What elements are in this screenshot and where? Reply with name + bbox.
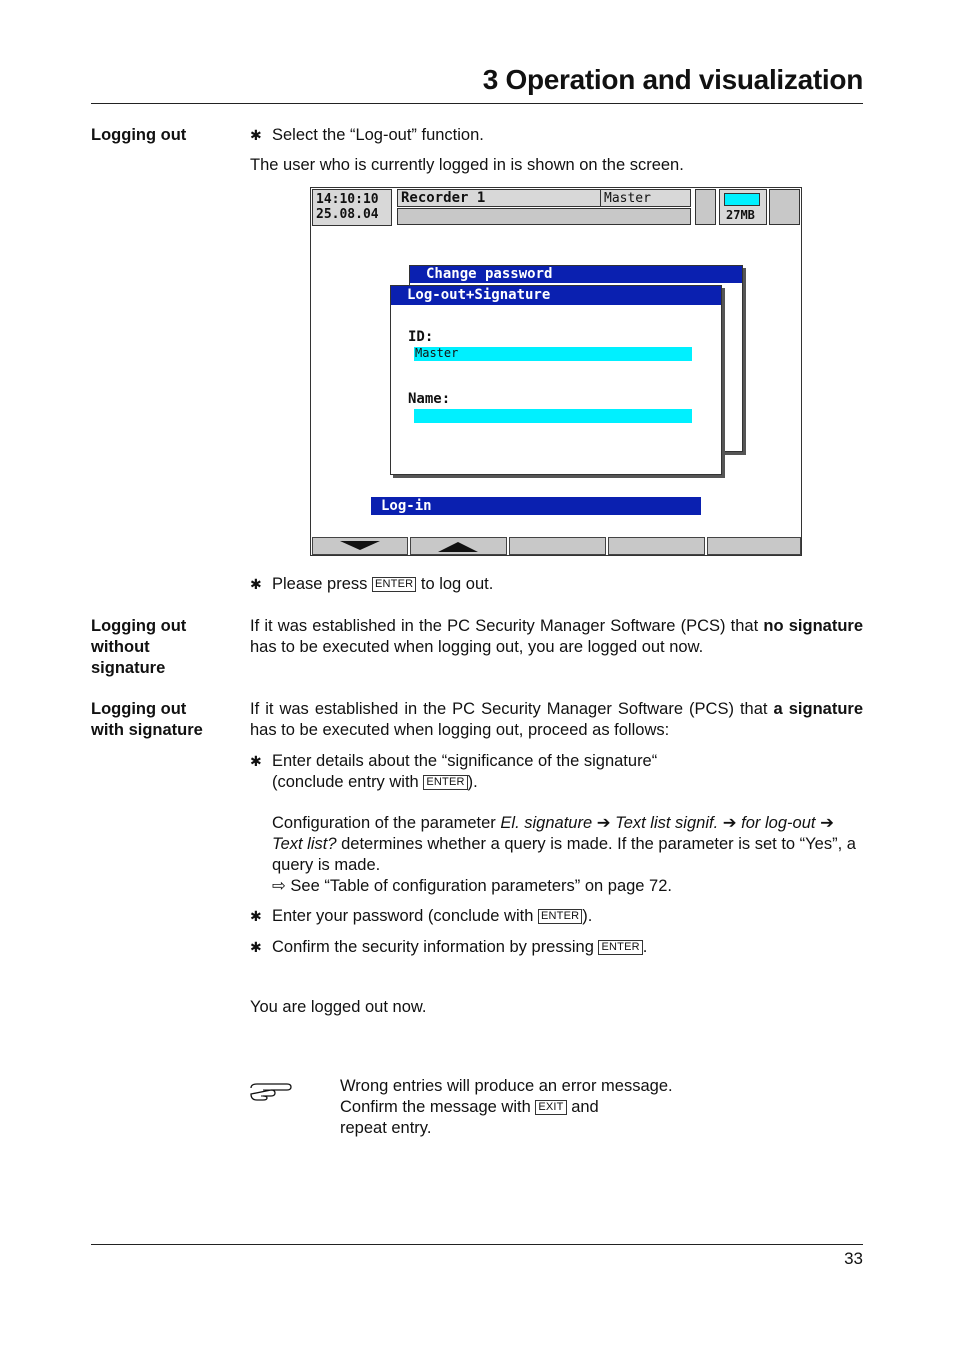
device-screen (310, 187, 802, 556)
exit-key-icon: EXIT (535, 1100, 566, 1115)
softkey-3[interactable] (509, 537, 606, 555)
arrow-right-icon: ➔ (596, 814, 611, 832)
softkey-4[interactable] (608, 537, 705, 555)
pointing-hand-icon (249, 1078, 293, 1102)
screen-user: Master (604, 191, 651, 206)
footer-rule (91, 1244, 863, 1245)
softkey-5[interactable] (707, 537, 801, 555)
with-signature-text: If it was established in the PC Security Manager Software (PCS) that a signature has to be executed when logging out, proceed as follows: (250, 700, 863, 739)
see-reference-link[interactable]: See “Table of configuration parameters” on page 72. (290, 877, 672, 895)
id-field[interactable] (414, 347, 692, 361)
enter-key-icon: ENTER (538, 909, 582, 924)
change-password-title: Change password (410, 266, 742, 283)
softkey-down[interactable] (312, 537, 408, 555)
arrow-right-icon: ➔ (820, 814, 834, 832)
login-bar[interactable]: Log-in (371, 497, 701, 515)
blank-cell (695, 189, 716, 225)
chapter-title: 3 Operation and visualization (482, 64, 863, 95)
header-rule (91, 103, 863, 104)
step-significance: ✱ Enter details about the “significance of the signature“ (conclude entry with ENTER ). (250, 752, 658, 791)
screen-date: 25.08.04 (316, 207, 379, 222)
enter-key-icon: ENTER (372, 577, 416, 592)
bullet-star-icon: ✱ (250, 908, 262, 924)
screen-time: 14:10:10 (316, 192, 379, 207)
datetime-cell (312, 189, 392, 226)
page-number: 33 (844, 1249, 863, 1268)
name-field[interactable] (414, 409, 692, 423)
step-password: ✱ Enter your password (conclude with ENTER ). (250, 907, 593, 925)
screen-device-name: Recorder 1 (401, 190, 486, 206)
without-signature-text: If it was established in the PC Security Manager Software (PCS) that no signature has to be executed when logging out, you are logged out now. (250, 617, 863, 656)
name-label: Name: (408, 391, 451, 407)
logout-signature-dialog (390, 285, 722, 475)
softkey-up[interactable] (410, 537, 507, 555)
bullet-star-icon: ✱ (250, 576, 262, 592)
enter-key-icon: ENTER (598, 940, 642, 955)
bullet-star-icon: ✱ (250, 753, 262, 769)
step-confirm: ✱ Confirm the security information by pressing ENTER . (250, 938, 648, 956)
user-cell (600, 189, 691, 207)
step-press-enter: ✱ Please press ENTER to log out. (250, 575, 494, 593)
id-value: Master (415, 346, 459, 360)
side-heading-with-signature: Logging out with signature (91, 700, 203, 739)
side-heading-without-signature: Logging out without signature (91, 617, 187, 677)
step-select-logout: ✱ Select the “Log-out” function. (250, 126, 484, 144)
current-user-note: The user who is currently logged in is shown on the screen. (250, 156, 684, 174)
blank-cell-right (769, 189, 800, 225)
screen-memory: 27MB (726, 208, 755, 222)
enter-key-icon: ENTER (423, 775, 467, 790)
arrow-down-icon (340, 541, 380, 551)
bullet-star-icon: ✱ (250, 127, 262, 143)
note-text: Wrong entries will produce an error message. Confirm the message with EXIT and repeat entry. (340, 1077, 673, 1137)
bullet-star-icon: ✱ (250, 939, 262, 955)
memory-cell (719, 189, 767, 225)
arrow-up-icon (438, 542, 478, 552)
memory-card-icon (724, 193, 760, 206)
logged-out-text: You are logged out now. (250, 998, 427, 1016)
status-bar-cell (397, 208, 691, 225)
arrow-right-icon: ➔ (722, 814, 737, 832)
see-arrow-icon: ⇨ (272, 877, 286, 895)
side-heading-logging-out: Logging out (91, 126, 187, 144)
logout-signature-title: Log-out+Signature (391, 286, 721, 305)
configuration-note: Configuration of the parameter El. signature ➔ Text list signif. ➔ for log-out ➔ Text list? determines whether a query is made. If the parameter is set to “Yes”, a query is made. ⇨ See “Table of configuration parameters” on page 72. (272, 814, 856, 895)
id-label: ID: (408, 329, 434, 345)
